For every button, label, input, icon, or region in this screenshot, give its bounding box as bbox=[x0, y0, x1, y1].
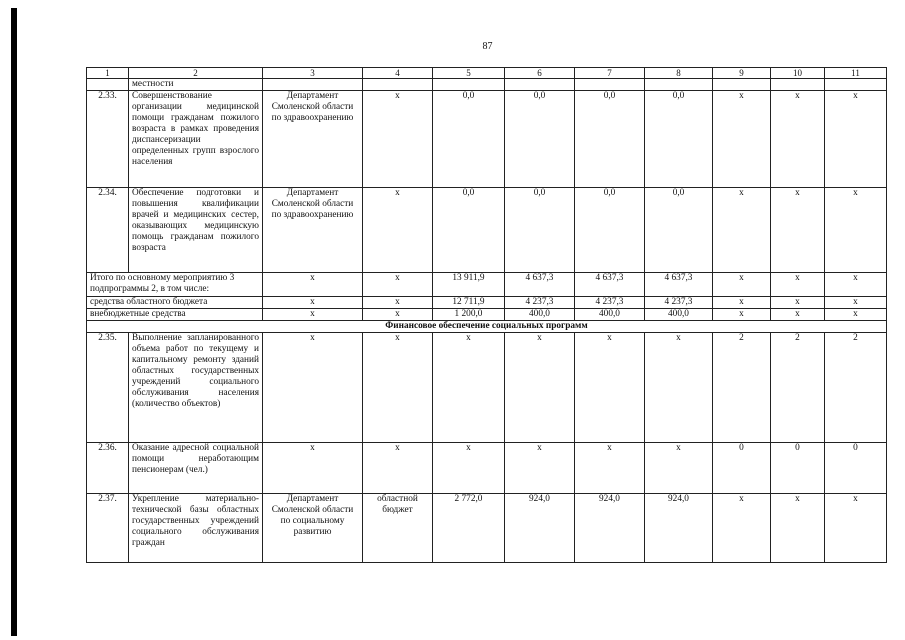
table-row bbox=[87, 333, 887, 443]
value-cell: 0,0 bbox=[575, 188, 645, 273]
header-cell: 5 bbox=[433, 68, 505, 79]
total-label: средства областного бюджета bbox=[87, 297, 263, 309]
value-cell: 0 bbox=[825, 443, 887, 494]
header-cell: 11 bbox=[825, 68, 887, 79]
total-row bbox=[87, 273, 887, 297]
value-cell: х bbox=[771, 494, 825, 563]
value-cell: х bbox=[363, 297, 433, 309]
header-cell: 6 bbox=[505, 68, 575, 79]
value-cell: 0,0 bbox=[645, 91, 713, 188]
value-cell bbox=[505, 79, 575, 91]
value-cell: х bbox=[263, 309, 363, 321]
responsible-cell bbox=[263, 79, 363, 91]
item-description: Укрепление материально-технической базы областных государственных учреждений социального обслуживания граждан bbox=[129, 494, 263, 563]
header-cell: 1 bbox=[87, 68, 129, 79]
value-cell: 2 bbox=[713, 333, 771, 443]
value-cell: 400,0 bbox=[575, 309, 645, 321]
value-cell bbox=[825, 79, 887, 91]
value-cell: х bbox=[433, 333, 505, 443]
value-cell: 0,0 bbox=[645, 188, 713, 273]
value-cell: х bbox=[575, 443, 645, 494]
value-cell: х bbox=[433, 443, 505, 494]
value-cell bbox=[575, 79, 645, 91]
value-cell: х bbox=[363, 91, 433, 188]
value-cell bbox=[433, 79, 505, 91]
total-label: внебюджетные средства bbox=[87, 309, 263, 321]
value-cell bbox=[713, 79, 771, 91]
item-number: 2.36. bbox=[87, 443, 129, 494]
total-label: Итого по основному мероприятию 3 подпрограммы 2, в том числе: bbox=[87, 273, 263, 297]
value-cell: х bbox=[575, 333, 645, 443]
header-cell: 9 bbox=[713, 68, 771, 79]
table-row bbox=[87, 443, 887, 494]
value-cell: 924,0 bbox=[645, 494, 713, 563]
value-cell: 2 bbox=[825, 333, 887, 443]
program-table bbox=[86, 67, 887, 563]
value-cell: х bbox=[771, 188, 825, 273]
value-cell: х bbox=[363, 273, 433, 297]
section-header-row bbox=[87, 321, 887, 333]
value-cell: 0 bbox=[771, 443, 825, 494]
item-description: местности bbox=[129, 79, 263, 91]
value-cell: х bbox=[713, 273, 771, 297]
responsible-cell: Департамент Смоленской области по здравоохранению bbox=[263, 188, 363, 273]
item-description: Оказание адресной социальной помощи неработающим пенсионерам (чел.) bbox=[129, 443, 263, 494]
responsible-cell: х bbox=[263, 443, 363, 494]
value-cell: 4 637,3 bbox=[645, 273, 713, 297]
item-number bbox=[87, 79, 129, 91]
table-row bbox=[87, 494, 887, 563]
total-row bbox=[87, 309, 887, 321]
value-cell: 0,0 bbox=[433, 91, 505, 188]
value-cell bbox=[363, 79, 433, 91]
item-description: Совершенствование организации медицинской помощи гражданам пожилого возраста в рамках проведения диспансеризации определенных групп взрослого населения bbox=[129, 91, 263, 188]
value-cell: 4 637,3 bbox=[575, 273, 645, 297]
value-cell: х bbox=[713, 91, 771, 188]
item-description: Выполнение запланированного объема работ по текущему и капитальному ремонту зданий областных государственных учреждений социального обслуживания населения (количество объектов) bbox=[129, 333, 263, 443]
value-cell: х bbox=[771, 309, 825, 321]
header-cell: 7 bbox=[575, 68, 645, 79]
header-cell: 3 bbox=[263, 68, 363, 79]
value-cell: 400,0 bbox=[645, 309, 713, 321]
value-cell: х bbox=[363, 309, 433, 321]
item-number: 2.33. bbox=[87, 91, 129, 188]
value-cell: 0,0 bbox=[505, 91, 575, 188]
value-cell: 4 237,3 bbox=[575, 297, 645, 309]
responsible-cell: Департамент Смоленской области по социальному развитию bbox=[263, 494, 363, 563]
value-cell: 0,0 bbox=[575, 91, 645, 188]
value-cell: х bbox=[825, 494, 887, 563]
value-cell: х bbox=[713, 309, 771, 321]
value-cell: х bbox=[713, 494, 771, 563]
value-cell: х bbox=[825, 297, 887, 309]
value-cell: 2 772,0 bbox=[433, 494, 505, 563]
value-cell: 2 bbox=[771, 333, 825, 443]
value-cell: 0,0 bbox=[433, 188, 505, 273]
value-cell: 12 711,9 bbox=[433, 297, 505, 309]
value-cell bbox=[771, 79, 825, 91]
value-cell: 924,0 bbox=[575, 494, 645, 563]
header-cell: 4 bbox=[363, 68, 433, 79]
column-number-row bbox=[87, 68, 887, 79]
scan-edge-bar bbox=[11, 8, 17, 636]
responsible-cell: Департамент Смоленской области по здравоохранению bbox=[263, 91, 363, 188]
item-number: 2.37. bbox=[87, 494, 129, 563]
header-cell: 2 bbox=[129, 68, 263, 79]
header-cell: 8 bbox=[645, 68, 713, 79]
continued-row bbox=[87, 79, 887, 91]
value-cell: х bbox=[825, 91, 887, 188]
total-row bbox=[87, 297, 887, 309]
value-cell: 924,0 bbox=[505, 494, 575, 563]
value-cell: х bbox=[713, 188, 771, 273]
page-number: 87 bbox=[482, 41, 493, 52]
value-cell: х bbox=[505, 443, 575, 494]
value-cell: х bbox=[771, 91, 825, 188]
value-cell: х bbox=[263, 297, 363, 309]
header-cell: 10 bbox=[771, 68, 825, 79]
value-cell: х bbox=[645, 443, 713, 494]
table-row bbox=[87, 188, 887, 273]
value-cell: 0 bbox=[713, 443, 771, 494]
item-number: 2.34. bbox=[87, 188, 129, 273]
value-cell: х bbox=[363, 443, 433, 494]
value-cell: х bbox=[363, 333, 433, 443]
value-cell: х bbox=[505, 333, 575, 443]
value-cell: х bbox=[771, 297, 825, 309]
value-cell: х bbox=[771, 273, 825, 297]
value-cell: 400,0 bbox=[505, 309, 575, 321]
value-cell: х bbox=[363, 188, 433, 273]
value-cell bbox=[645, 79, 713, 91]
value-cell: х bbox=[263, 273, 363, 297]
value-cell: х bbox=[825, 188, 887, 273]
value-cell: х bbox=[645, 333, 713, 443]
table-row bbox=[87, 91, 887, 188]
value-cell: 4 637,3 bbox=[505, 273, 575, 297]
section-title: Финансовое обеспечение социальных программ bbox=[87, 321, 887, 333]
value-cell: областной бюджет bbox=[363, 494, 433, 563]
value-cell: 1 200,0 bbox=[433, 309, 505, 321]
value-cell: х bbox=[825, 273, 887, 297]
value-cell: 4 237,3 bbox=[505, 297, 575, 309]
item-description: Обеспечение подготовки и повышения квалификации врачей и медицинских сестер, оказывающих медицинскую помощь гражданам пожилого возраста bbox=[129, 188, 263, 273]
value-cell: 4 237,3 bbox=[645, 297, 713, 309]
value-cell: х bbox=[825, 309, 887, 321]
value-cell: 13 911,9 bbox=[433, 273, 505, 297]
responsible-cell: х bbox=[263, 333, 363, 443]
item-number: 2.35. bbox=[87, 333, 129, 443]
value-cell: х bbox=[713, 297, 771, 309]
value-cell: 0,0 bbox=[505, 188, 575, 273]
